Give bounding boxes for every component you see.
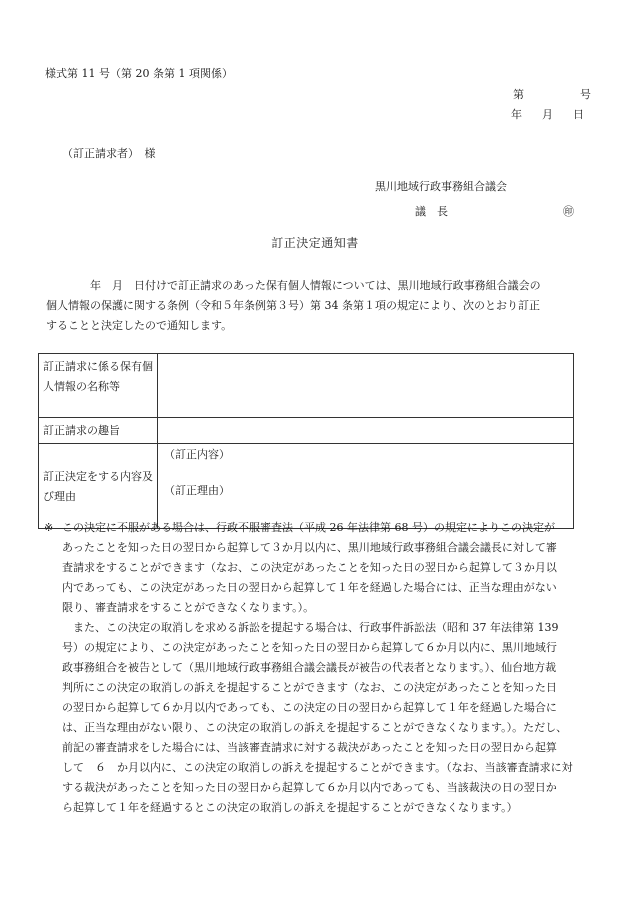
sender-title: 議 長 bbox=[415, 205, 448, 218]
notice-line: して ６ か月以内に、この決定の取消しの訴えを提起することができます。（なお、当該審査請求に対 bbox=[62, 761, 573, 774]
decision-label: 訂正決定をする内容及び理由 bbox=[39, 444, 158, 529]
notice-first-line bbox=[44, 518, 589, 538]
table-row bbox=[39, 444, 574, 529]
notice-line: 限り、審査請求をすることができなくなります。）。 bbox=[62, 601, 315, 614]
notice-line: 前記の審査請求をした場合には、当該審査請求に対する裁決があったことを知った日の翌日から起算 bbox=[62, 741, 557, 754]
info-name-value bbox=[158, 354, 574, 418]
date-line bbox=[511, 109, 584, 120]
appeal-notice bbox=[44, 518, 589, 818]
sender-organization: 黒川地域行政事務組合議会 bbox=[375, 180, 507, 193]
notice-line: は、正当な理由がない限り、この決定の取消しの訴えを提起することができなくなります。）。ただし、 bbox=[62, 721, 568, 734]
body-line: 個人情報の保護に関する条例（令和５年条例第３号）第 34 条第１項の規定により、次のとおり訂正 bbox=[46, 299, 540, 312]
date-day: 日 bbox=[573, 108, 584, 121]
note-mark: ※ bbox=[44, 521, 54, 534]
form-number: 様式第 11 号（第 20 条第 1 項関係） bbox=[45, 67, 233, 80]
request-purpose-value bbox=[158, 418, 574, 444]
notice-line: する裁決があったことを知った日の翌日から起算して６か月以内であっても、当該裁決の日の翌日か bbox=[62, 781, 557, 794]
decision-table bbox=[38, 353, 574, 529]
body-line: 年 月 日付けで訂正請求のあった保有個人情報については、黒川地域行政事務組合議会の bbox=[46, 279, 541, 292]
document-number-line bbox=[513, 89, 591, 100]
request-purpose-label: 訂正請求の趣旨 bbox=[39, 418, 158, 444]
notice-line: 政事務組合を被告として（黒川地域行政事務組合議会議長が被告の代表者となります。）、仙台地方裁 bbox=[62, 661, 557, 674]
notice-line: 内であっても、この決定があった日の翌日から起算して１年を経過した場合には、正当な理由がない bbox=[62, 581, 557, 594]
notice-line: ら起算して１年を経過するとこの決定の取消しの訴えを提起することができなくなります。） bbox=[62, 801, 518, 814]
notice-line: 査請求をすることができます（なお、この決定があったことを知った日の翌日から起算して３か月以 bbox=[62, 561, 557, 574]
decision-value bbox=[158, 444, 574, 529]
number-prefix: 第 bbox=[513, 88, 524, 101]
body-line: することと決定したので通知します。 bbox=[46, 319, 233, 332]
date-month: 月 bbox=[542, 108, 553, 121]
notice-line: の翌日から起算して６か月以内であっても、この決定の日の翌日から起算して１年を経過した場合に bbox=[62, 701, 557, 714]
notice-paragraph-2 bbox=[44, 618, 589, 638]
notice-line: 号）の規定により、この決定があったことを知った日の翌日から起算して６か月以内に、黒川地域行 bbox=[62, 641, 557, 654]
table-row bbox=[39, 354, 574, 418]
correction-content-heading: （訂正内容） bbox=[164, 448, 230, 461]
seal-mark: ㊞ bbox=[563, 205, 574, 218]
table-row bbox=[39, 418, 574, 444]
notice-line: あったことを知った日の翌日から起算して３か月以内に、黒川地域行政事務組合議会議長に対して審 bbox=[62, 541, 557, 554]
notice-line: この決定に不服がある場合は、行政不服審査法（平成 26 年法律第 68 号）の規定によりこの決定が bbox=[62, 521, 555, 534]
number-suffix: 号 bbox=[580, 88, 591, 101]
notice-line: 判所にこの決定の取消しの訴えを提起することができます（なお、この決定があったことを知った日 bbox=[62, 681, 557, 694]
correction-reason-heading: （訂正理由） bbox=[164, 484, 230, 497]
document-title: 訂正決定通知書 bbox=[271, 236, 359, 250]
body-paragraph bbox=[46, 276, 586, 336]
notice-line: また、この決定の取消しを求める訴訟を提起する場合は、行政事件訴訟法（昭和 37 年法律第 139 bbox=[73, 621, 559, 634]
date-year: 年 bbox=[511, 108, 522, 121]
info-name-label: 訂正請求に係る保有個人情報の名称等 bbox=[39, 354, 158, 418]
addressee: （訂正請求者） 様 bbox=[62, 147, 156, 160]
